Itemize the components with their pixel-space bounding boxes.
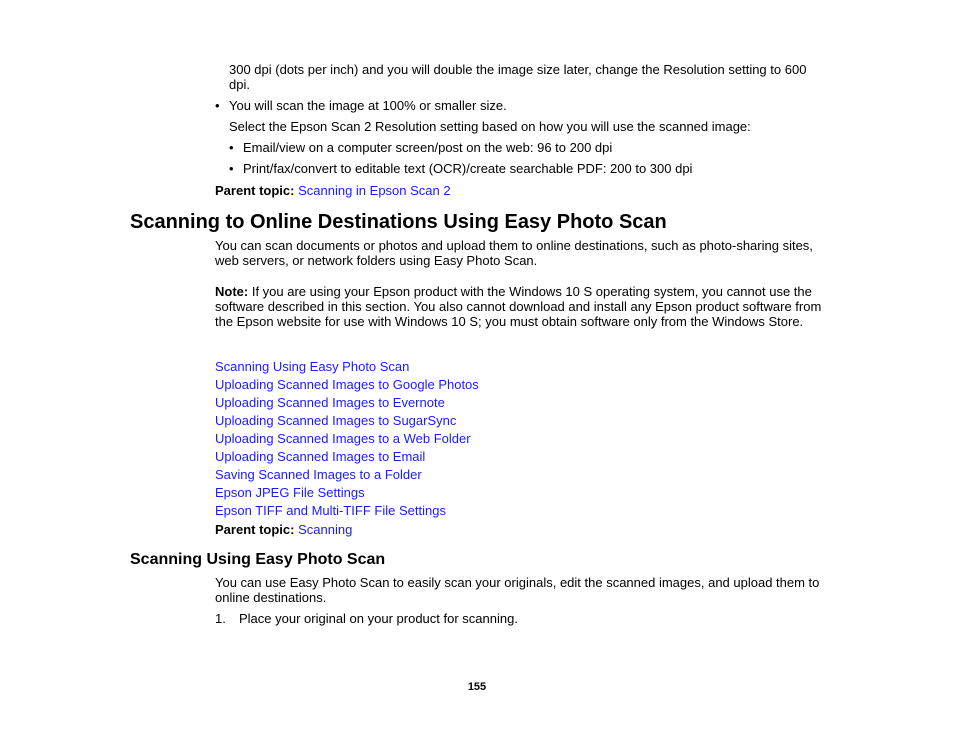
select-resolution-text: Select the Epson Scan 2 Resolution setting based on how you will use the scanned image: bbox=[229, 119, 751, 134]
topic-link[interactable]: Saving Scanned Images to a Folder bbox=[215, 467, 422, 482]
bullet-text: You will scan the image at 100% or smaller size. bbox=[229, 98, 507, 113]
subsection-heading: Scanning Using Easy Photo Scan bbox=[130, 551, 386, 568]
subsection-intro: You can use Easy Photo Scan to easily scan your originals, edit the scanned images, and upload them to online destinations. bbox=[215, 575, 820, 605]
topic-link[interactable]: Uploading Scanned Images to a Web Folder bbox=[215, 431, 471, 446]
step-number: 1. bbox=[215, 611, 226, 626]
bullet-marker: • bbox=[229, 140, 234, 155]
page-number: 155 bbox=[467, 681, 487, 693]
topic-link[interactable]: Epson TIFF and Multi-TIFF File Settings bbox=[215, 503, 446, 518]
parent-topic bbox=[215, 183, 451, 198]
topic-link[interactable]: Uploading Scanned Images to Evernote bbox=[215, 395, 445, 410]
note-text: If you are using your Epson product with the Windows 10 S operating system, you cannot use the software described in this section. You also cannot download and install any Epson product software from the Epson website for use with Windows 10 S; you must obtain software only from the Windows Store. bbox=[215, 284, 822, 329]
step-item bbox=[215, 611, 825, 626]
topic-link[interactable]: Uploading Scanned Images to SugarSync bbox=[215, 413, 457, 428]
bullet-item bbox=[215, 98, 835, 113]
sub-bullet-text: Print/fax/convert to editable text (OCR)/create searchable PDF: 200 to 300 dpi bbox=[243, 161, 693, 176]
parent-topic-label: Parent topic: bbox=[215, 183, 295, 198]
topic-link[interactable]: Scanning Using Easy Photo Scan bbox=[215, 359, 410, 374]
parent-topic-link[interactable]: Scanning bbox=[298, 522, 353, 537]
step-text: Place your original on your product for scanning. bbox=[239, 611, 518, 626]
sub-bullet-text: Email/view on a computer screen/post on the web: 96 to 200 dpi bbox=[243, 140, 613, 155]
bullet-marker: • bbox=[229, 161, 234, 176]
topic-link[interactable]: Uploading Scanned Images to Google Photos bbox=[215, 377, 479, 392]
topic-links bbox=[215, 359, 479, 521]
topic-link[interactable]: Epson JPEG File Settings bbox=[215, 485, 365, 500]
sub-bullet-item bbox=[229, 161, 829, 176]
sub-bullet-item bbox=[229, 140, 829, 155]
section-heading: Scanning to Online Destinations Using Easy Photo Scan bbox=[130, 211, 667, 233]
section-intro: You can scan documents or photos and upload them to online destinations, such as photo-sharing sites, web servers, or network folders using Easy Photo Scan. bbox=[215, 238, 813, 268]
bullet-marker: • bbox=[215, 98, 220, 113]
continuation-text: 300 dpi (dots per inch) and you will double the image size later, change the Resolution setting to 600 dpi. bbox=[229, 62, 807, 92]
topic-link[interactable]: Uploading Scanned Images to Email bbox=[215, 449, 426, 464]
note bbox=[215, 284, 825, 329]
parent-topic-link[interactable]: Scanning in Epson Scan 2 bbox=[298, 183, 451, 198]
parent-topic-label: Parent topic: bbox=[215, 522, 295, 537]
parent-topic bbox=[215, 522, 352, 537]
note-label: Note: bbox=[215, 284, 249, 299]
